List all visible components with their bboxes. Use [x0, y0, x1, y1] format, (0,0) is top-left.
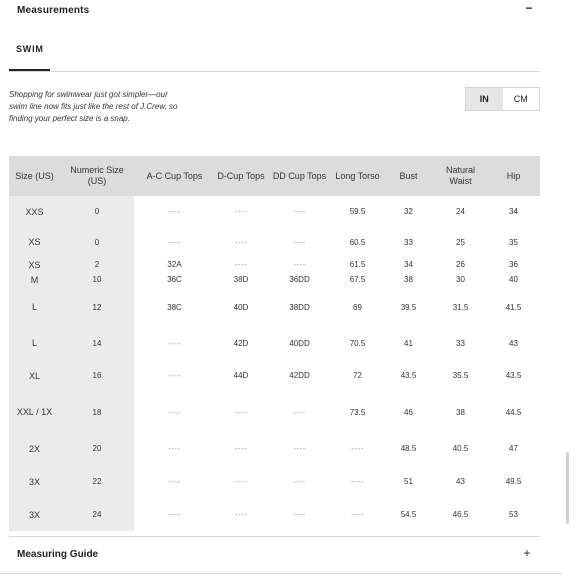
cell-natural-waist: 30: [456, 275, 465, 284]
cell-dd-cup: 40DD: [289, 338, 310, 348]
cell-bust: 41: [404, 338, 413, 348]
col-d-cup: D-Cup Tops: [215, 156, 267, 196]
cell-size: L: [9, 327, 60, 359]
cell-dd-cup: 36DD: [289, 275, 310, 284]
cell-ac-cup: ----: [168, 207, 181, 216]
cell-dd-cup: ----: [293, 260, 306, 269]
table-row: [9, 498, 540, 531]
cell-size: XS: [9, 227, 60, 257]
cell-ac-cup: 36C: [167, 275, 182, 284]
cell-long-torso: ----: [351, 477, 364, 486]
table-row: [9, 392, 540, 432]
cell-bust: 34: [404, 260, 413, 269]
cell-natural-waist: 46.5: [452, 510, 469, 519]
cell-size: XS: [9, 257, 60, 272]
cell-natural-waist: 43: [456, 477, 465, 486]
table-header-row: [9, 156, 540, 196]
cell-dd-cup: ----: [293, 477, 306, 486]
table-row: [9, 359, 540, 392]
table-row: [9, 465, 540, 498]
size-chart-table: [9, 156, 540, 531]
cell-d-cup: ----: [234, 510, 248, 519]
cell-long-torso: ----: [351, 510, 364, 519]
col-ac-cup: A-C Cup Tops: [134, 156, 215, 196]
cell-numeric-size: 16: [60, 359, 134, 392]
cell-natural-waist: 33: [456, 338, 465, 348]
cell-bust: 33: [404, 237, 413, 247]
cell-hip: 53: [509, 510, 518, 519]
cell-hip: 34: [509, 207, 518, 216]
cell-d-cup: ----: [234, 207, 248, 216]
cell-size: XXS: [9, 196, 60, 227]
unit-toggle[interactable]: [465, 87, 540, 111]
cell-d-cup: ----: [234, 444, 248, 453]
table-row: [9, 287, 540, 327]
unit-in-button[interactable]: IN: [466, 88, 503, 110]
cell-long-torso: 69: [353, 302, 362, 312]
cell-long-torso: 60.5: [349, 237, 366, 247]
cell-d-cup: 38D: [233, 275, 249, 284]
table-row: [9, 327, 540, 359]
cell-long-torso: 61.5: [349, 260, 366, 269]
scrollbar-thumb[interactable]: [566, 452, 569, 524]
cell-size: 2X: [9, 432, 60, 465]
cell-ac-cup: ----: [168, 407, 181, 417]
cell-dd-cup: ----: [293, 237, 306, 247]
measurements-header[interactable]: [0, 0, 560, 26]
cell-hip: 44.5: [505, 407, 522, 417]
cell-natural-waist: 35.5: [452, 371, 469, 380]
tab-divider: [9, 71, 540, 72]
cell-bust: 48.5: [400, 444, 417, 453]
cell-hip: 36: [509, 260, 518, 269]
cell-numeric-size: 24: [60, 498, 134, 531]
cell-numeric-size: 10: [60, 272, 134, 287]
cell-long-torso: 70.5: [349, 338, 366, 348]
cell-hip: 49.5: [505, 477, 522, 486]
footer-divider: [0, 573, 562, 574]
minus-icon[interactable]: −: [525, 1, 533, 15]
measuring-guide-title[interactable]: Measuring Guide: [17, 549, 99, 560]
col-dd-cup: DD Cup Tops: [267, 156, 332, 196]
cell-bust: 43.5: [400, 371, 417, 380]
cell-hip: 40: [509, 275, 518, 284]
cell-ac-cup: ----: [168, 371, 181, 380]
cell-hip: 47: [509, 444, 518, 453]
cell-bust: 51: [404, 477, 413, 486]
cell-dd-cup: 42DD: [289, 371, 310, 380]
plus-icon[interactable]: +: [523, 546, 531, 560]
cell-dd-cup: ----: [293, 207, 306, 216]
cell-natural-waist: 40.5: [452, 444, 469, 453]
cell-natural-waist: 26: [456, 260, 465, 269]
cell-bust: 46: [404, 407, 413, 417]
col-natural-waist: Natural Waist: [434, 156, 487, 196]
cell-d-cup: ----: [234, 237, 248, 247]
cell-dd-cup: ----: [293, 510, 306, 519]
cell-numeric-size: 0: [60, 227, 134, 257]
guide-divider: [9, 536, 540, 537]
cell-hip: 43: [509, 338, 518, 348]
cell-hip: 35: [509, 237, 518, 247]
cell-natural-waist: 25: [456, 237, 465, 247]
cell-ac-cup: ----: [168, 477, 181, 486]
cell-numeric-size: 2: [60, 257, 134, 272]
cell-hip: 41.5: [505, 302, 522, 312]
cell-d-cup: 44D: [233, 371, 249, 380]
cell-size: L: [9, 287, 60, 327]
cell-ac-cup: 32A: [167, 260, 182, 269]
cell-size: 3X: [9, 498, 60, 531]
cell-ac-cup: 38C: [167, 302, 182, 312]
cell-ac-cup: ----: [168, 338, 181, 348]
cell-ac-cup: ----: [168, 510, 181, 519]
cell-numeric-size: 22: [60, 465, 134, 498]
col-bust: Bust: [383, 156, 434, 196]
cell-numeric-size: 0: [60, 196, 134, 227]
cell-bust: 54.5: [400, 510, 417, 519]
cell-numeric-size: 14: [60, 327, 134, 359]
cell-dd-cup: 38DD: [289, 302, 310, 312]
table-row: [9, 196, 540, 227]
cell-long-torso: 67.5: [349, 275, 366, 284]
cell-ac-cup: ----: [168, 444, 181, 453]
col-size: Size (US): [9, 156, 60, 196]
col-long-torso: Long Torso: [332, 156, 383, 196]
cell-d-cup: ----: [234, 407, 248, 417]
table-row: [9, 227, 540, 257]
cell-numeric-size: 20: [60, 432, 134, 465]
table-row: [9, 272, 540, 287]
tab-swim[interactable]: SWIM: [16, 44, 44, 54]
cell-dd-cup: ----: [293, 407, 306, 417]
unit-cm-button[interactable]: CM: [513, 94, 528, 104]
cell-long-torso: ----: [351, 444, 364, 453]
cell-d-cup: ----: [234, 260, 248, 269]
cell-natural-waist: 38: [456, 407, 465, 417]
measurements-title: Measurements: [17, 5, 90, 16]
cell-bust: 39.5: [400, 302, 417, 312]
cell-numeric-size: 18: [60, 392, 134, 432]
cell-bust: 38: [404, 275, 413, 284]
cell-natural-waist: 31.5: [452, 302, 469, 312]
cell-size: 3X: [9, 465, 60, 498]
cell-dd-cup: ----: [293, 444, 306, 453]
col-numeric-size: Numeric Size (US): [60, 156, 134, 196]
cell-long-torso: 73.5: [349, 407, 366, 417]
intro-text: Shopping for swimwear just got simpler—our swim line now fits just like the rest of J.Crew, so finding your perfect size is a snap.: [9, 90, 178, 123]
cell-long-torso: 72: [353, 371, 362, 380]
cell-d-cup: 42D: [233, 338, 249, 348]
cell-natural-waist: 24: [456, 207, 465, 216]
cell-numeric-size: 12: [60, 287, 134, 327]
cell-d-cup: 40D: [233, 302, 249, 312]
cell-ac-cup: ----: [168, 237, 181, 247]
cell-hip: 43.5: [505, 371, 522, 380]
cell-bust: 32: [404, 207, 413, 216]
col-hip: Hip: [487, 156, 540, 196]
cell-size: XXL / 1X: [9, 392, 60, 432]
table-row: [9, 432, 540, 465]
cell-size: XL: [9, 359, 60, 392]
cell-long-torso: 59.5: [349, 207, 366, 216]
table-row: [9, 257, 540, 272]
cell-d-cup: ----: [234, 477, 248, 486]
cell-size: M: [9, 272, 60, 287]
